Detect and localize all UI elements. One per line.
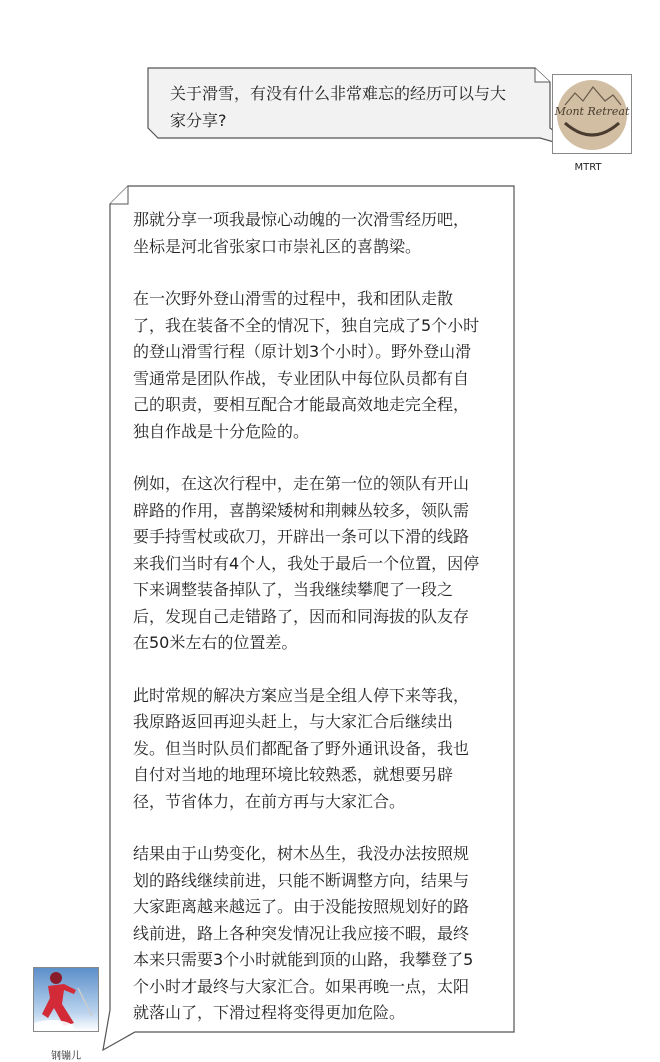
answer-line: 独自作战是十分危险的。 [133, 421, 310, 441]
answer-line: 就落山了，下滑过程将变得更加危险。 [133, 1003, 406, 1022]
question-text [170, 80, 550, 134]
skier-avatar[interactable] [33, 967, 99, 1032]
answer-line: 的登山滑雪行程（原计划3个小时）。野外登山滑 [133, 342, 472, 361]
answer-paragraph [133, 841, 503, 1027]
answer-paragraph [133, 471, 503, 657]
answer-line: 本来只需要3个小时就能到顶的山路，我攀登了5 [133, 950, 474, 969]
answer-bubble-fold [110, 186, 128, 204]
question-author: MTRT [574, 162, 602, 173]
question-line: 关于滑雪，有没有什么非常难忘的经历可以与大 [170, 84, 507, 103]
answer-paragraph [133, 207, 503, 260]
answer-line: 在一次野外登山滑雪的过程中，我和团队走散 [133, 289, 454, 308]
answer-line: 来我们当时有4个人，我处于最后一个位置，因停 [133, 553, 480, 573]
answer-text [133, 207, 503, 1053]
answer-line: 在50米左右的位置差。 [133, 633, 298, 652]
answer-line: 发。但当时队员们都配备了野外通讯设备，我也 [133, 738, 470, 758]
answer-line: 径，节省体力，在前方再与大家汇合。 [133, 791, 406, 811]
mont-retreat-logo [553, 75, 631, 153]
skier-photo [34, 968, 98, 1031]
answer-line: 例如，在这次行程中，走在第一位的领队有开山 [133, 474, 470, 493]
answer-line: 此时常规的解决方案应当是全组人停下来等我， [133, 685, 470, 705]
answer-line: 我原路返回再迎头赶上，与大家汇合后继续出 [133, 712, 454, 731]
answer-line: 个小时才最终与大家汇合。如果再晚一点，太阳 [133, 976, 470, 996]
answer-paragraph [133, 683, 503, 816]
mtrt-avatar[interactable] [552, 74, 632, 154]
question-line: 家分享? [170, 111, 227, 130]
answer-line: 己的职责，要相互配合才能最高效地走完全程， [133, 395, 470, 414]
answer-line: 雪通常是团队作战，专业团队中每位队员都有自 [133, 368, 470, 388]
answer-author: 钢镚儿 [51, 1051, 81, 1062]
answer-line: 那就分享一项我最惊心动魄的一次滑雪经历吧， [133, 210, 470, 229]
answer-line: 大家距离越来越远了。由于没能按照规划好的路 [133, 897, 470, 916]
answer-line: 要手持雪杖或砍刀，开辟出一条可以下滑的线路 [133, 527, 470, 546]
answer-line: 划的路线继续前进，只能不断调整方向，结果与 [133, 870, 470, 890]
answer-line: 后，发现自己走错路了，因而和同海拔的队友存 [133, 606, 470, 626]
answer-line: 线前进，路上各种突发情况让我应接不暇，最终 [133, 923, 470, 943]
answer-line: 结果由于山势变化，树木丛生，我没办法按照规 [133, 844, 470, 863]
answer-line: 下来调整装备掉队了，当我继续攀爬了一段之 [133, 580, 454, 599]
svg-text:Mont Retreat: Mont Retreat [554, 105, 630, 118]
answer-line: 自付对当地的地理环境比较熟悉，就想要另辟 [133, 765, 454, 784]
answer-line: 坐标是河北省张家口市崇礼区的喜鹊梁。 [133, 236, 422, 256]
answer-line: 了，我在装备不全的情况下，独自完成了5个小时 [133, 315, 480, 335]
answer-line: 辟路的作用，喜鹊梁矮树和荆棘丛较多，领队需 [133, 500, 470, 520]
answer-paragraph [133, 286, 503, 445]
